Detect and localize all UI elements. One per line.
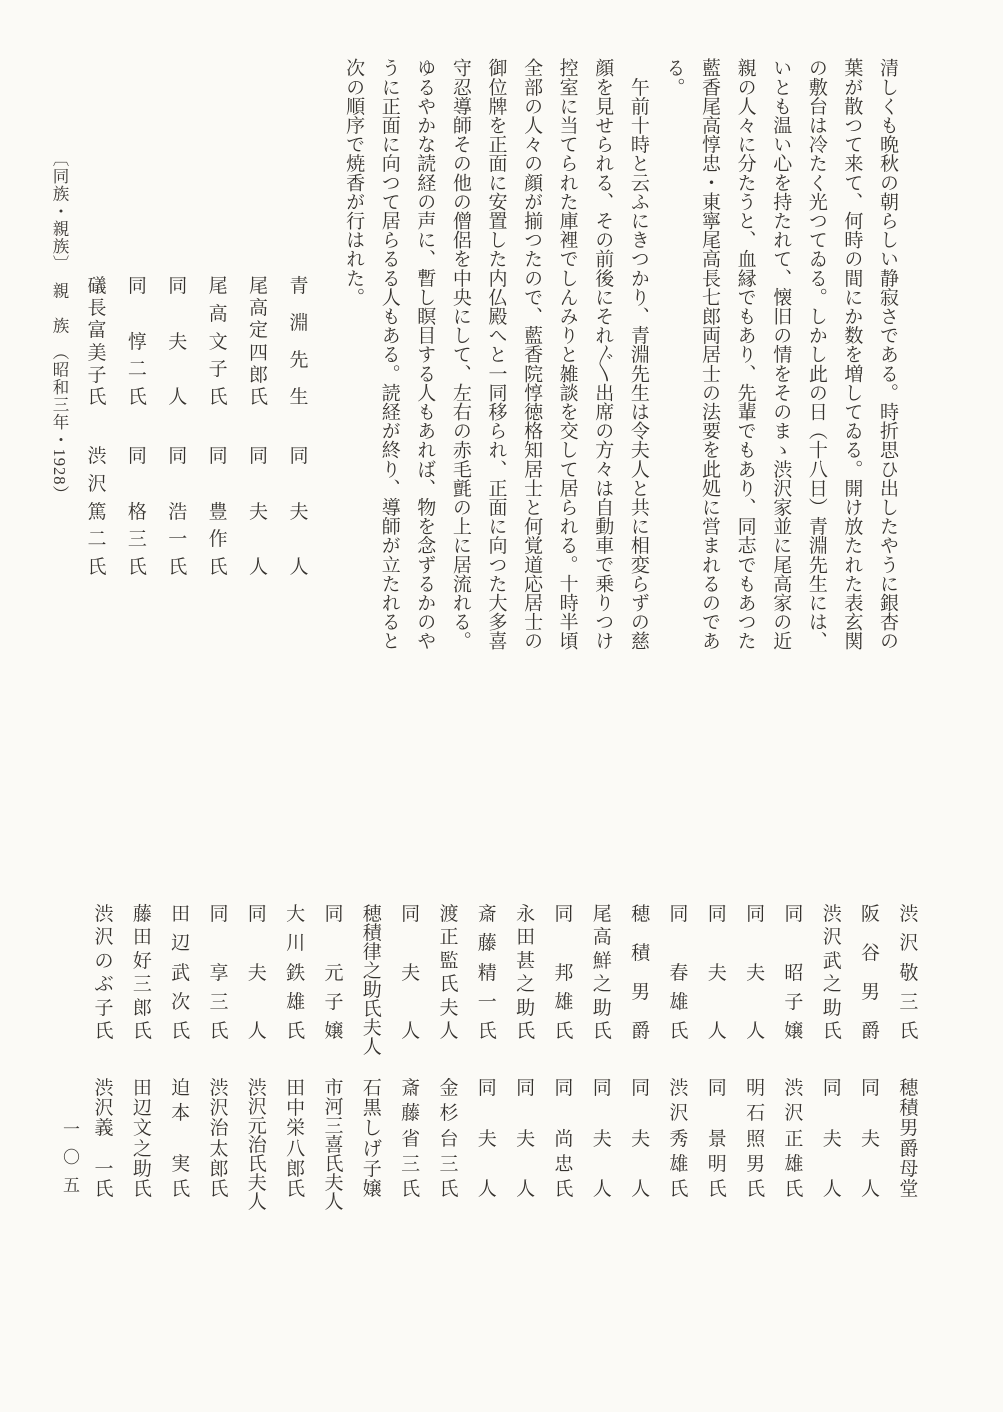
attendee-column [783,905,805,1199]
attendee-column [476,905,498,1199]
attendee-name: 同 格 三 氏 [127,446,147,578]
attendee-name: 藤 田 好 三 郎 氏 [132,904,152,1042]
attendee-column [745,905,767,1199]
attendee-column [591,905,613,1199]
attendee-column [668,905,690,1199]
attendee-name: 同 夫 人 [707,904,727,1042]
attendee-name: 同 尚 忠 氏 [554,1078,574,1200]
text-column: 控室に当てられた庫裡でしんみりと雑談を交して居られる。十時半頃 [556,58,578,651]
text-column: うに正面に向つて居らるる人もある。読経が終り、導師が立たれると [378,58,400,651]
attendee-column [288,277,310,577]
text-column: 藍香尾高惇忠・東寧尾高長七郎両居士の法要を此処に営まれるのであ [699,58,721,651]
attendee-name: 同 夫 人 [822,1078,842,1200]
attendee-column [898,905,920,1199]
attendee-name: 同 夫 人 [861,1078,881,1200]
text-column: 御位牌を正面に安置した内仏殿へと一同移られ、正面に向つた大多喜 [485,58,507,651]
text-column: 葉が散つて来て、何時の間にか数を増してゐる。開け放たれた表玄関 [841,58,863,651]
attendee-column [93,905,115,1199]
text-column: 次の順序で焼香が行はれた。 [343,58,365,307]
attendee-column [170,905,192,1199]
attendee-name: 同 元 子 嬢 [324,904,344,1042]
attendee-name: 尾 高 鮮 之 助 氏 [592,904,612,1042]
attendee-name: 市 河 三 喜 氏 夫 人 [324,1078,344,1213]
attendee-name: 渋 沢 元 治 氏 夫 人 [247,1078,267,1213]
paragraph [336,58,656,654]
attendee-name: 永 田 甚 之 助 氏 [516,904,536,1042]
attendee-name: 穂 積 男 爵 [631,904,651,1042]
attendee-column [131,905,153,1199]
attendee-column [821,905,843,1199]
attendee-name: 渡 正 監 氏 夫 人 [439,904,459,1042]
attendee-name: 同 夫 人 [516,1078,536,1200]
attendee-name: 田 辺 武 次 氏 [171,904,191,1042]
attendee-name: 同 昭 子 嬢 [784,904,804,1042]
attendee-column [706,905,728,1199]
attendee-name: 渋 沢 正 雄 氏 [784,1078,804,1200]
attendee-name: 同 夫 人 [477,1078,497,1200]
attendee-name: 同 夫 人 [168,276,188,408]
attendee-name: 穂 積 律 之 助 氏 夫 人 [362,904,382,1058]
attendee-name: 同 豊 作 氏 [208,446,228,578]
incense-order-list-lower [93,904,920,1213]
text-column: ゆるやかな読経の声に、暫し瞑目する人もあれば、物を念ずるかのや [414,58,436,651]
attendee-name: 大 川 鉄 雄 氏 [286,904,306,1042]
attendee-column [438,905,460,1199]
text-column: 午前十時と云ふにきつかり、青淵先生は令夫人と共に相変らずの慈 [627,58,649,651]
memorial-service-body-text [336,58,906,654]
attendee-name: 穂 積 男 爵 母 堂 [899,1078,919,1200]
attendee-column [323,904,345,1213]
attendee-name: 渋 沢 の ぶ 子 氏 [94,904,114,1042]
attendee-name: 同 夫 人 [401,904,421,1042]
attendee-column [167,277,189,577]
attendee-name: 同 夫 人 [289,446,309,578]
text-column: 全部の人々の顔が揃つたので、藍香院惇徳格知居士と何覚道応居士の [521,58,543,651]
attendee-column [630,905,652,1199]
attendee-name: 渋 沢 治 太 郎 氏 [209,1078,229,1200]
attendee-column [126,277,148,577]
attendee-name: 渋 沢 秀 雄 氏 [669,1078,689,1200]
text-column: 守忍導師その他の僧侶を中央にして、左右の赤毛氈の上に居流れる。 [449,58,471,651]
attendee-name: 渋 沢 武 之 助 氏 [822,904,842,1042]
attendee-name: 尾 高 定 四 郎 氏 [249,276,269,408]
attendee-column [246,904,268,1213]
text-column: 顔を見せられる、その前後にそれ〴〵出席の方々は自動車で乗りつけ [592,58,614,650]
attendee-name: 礒 長 富 美 子 氏 [87,276,107,408]
attendee-column [400,905,422,1199]
attendee-column [86,277,108,577]
attendee-name: 阪 谷 男 爵 [861,904,881,1042]
attendee-name: 同 夫 人 [249,446,269,578]
attendee-name: 田 中 栄 八 郎 氏 [286,1078,306,1200]
attendee-name: 尾 高 文 子 氏 [208,276,228,408]
text-column: る。 [663,58,685,97]
attendee-name: 同 夫 人 [631,1078,651,1200]
attendee-name: 斎 藤 精 一 氏 [477,904,497,1042]
text-column: 親の人々に分たうと、血縁でもあり、先輩でもあり、同志でもあつた [734,58,756,651]
attendee-column [208,905,230,1199]
attendee-name: 同 浩 一 氏 [168,446,188,578]
attendee-name: 同 享 三 氏 [209,904,229,1042]
attendee-name: 青 淵 先 生 [289,276,309,408]
attendee-column [553,905,575,1199]
text-column: いとも温い心を持たれて、懐旧の情をそのまゝ渋沢家並に尾高家の近 [770,58,792,651]
attendee-name: 金 杉 台 三 氏 [439,1078,459,1200]
attendee-name: 渋 沢 敬 三 氏 [899,904,919,1042]
section-margin-label: 〔同族・親族〕 親 族 （昭和三年・1928） [50,150,69,503]
attendee-column [285,905,307,1199]
text-column: の敷台は冷たく光つてゐる。しかし此の日（十八日）青淵先生には、 [805,58,827,651]
attendee-name: 明 石 照 男 氏 [746,1078,766,1200]
attendee-name: 同 景 明 氏 [707,1078,727,1200]
attendee-name: 迫 本 実 氏 [171,1078,191,1200]
attendee-name: 渋 沢 篤 二 氏 [87,446,107,578]
attendee-name: 同 夫 人 [247,904,267,1042]
attendee-name: 斎 藤 省 三 氏 [401,1078,421,1200]
attendee-name: 同 邦 雄 氏 [554,904,574,1042]
text-column: 清しくも晩秋の朝らしい静寂さである。時折思ひ出したやうに銀杏の [877,58,898,651]
attendee-column [515,905,537,1199]
attendee-column [207,277,229,577]
paragraph [656,58,905,654]
page-number: 一〇五 [60,1120,79,1204]
incense-order-list-upper [86,277,310,577]
attendee-name: 同 夫 人 [746,904,766,1042]
attendee-name: 田 辺 文 之 助 氏 [132,1078,152,1200]
attendee-name: 石 黒 し げ 子 嬢 [362,1078,382,1200]
attendee-column [248,277,270,577]
attendee-name: 同 夫 人 [592,1078,612,1200]
attendee-column [860,905,882,1199]
attendee-name: 同 惇 二 氏 [127,276,147,408]
attendee-column [361,905,383,1199]
attendee-name: 渋 沢 義 一 氏 [94,1078,114,1200]
attendee-name: 同 春 雄 氏 [669,904,689,1042]
